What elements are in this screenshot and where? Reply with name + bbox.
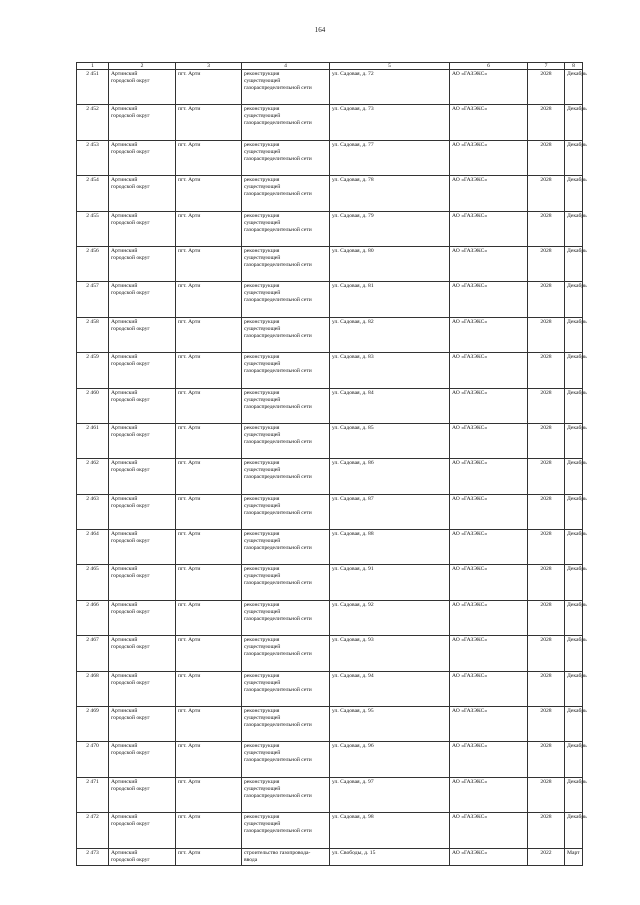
- address-cell: ул. Садовая, д. 79: [330, 211, 450, 246]
- table-row: [77, 813, 583, 848]
- year-cell: 2028: [528, 565, 565, 600]
- month-cell: Декабрь: [565, 742, 583, 777]
- table-row: [77, 176, 583, 211]
- district-cell: Артинский городской округ: [109, 777, 176, 812]
- month-cell: Март: [565, 848, 583, 865]
- organization-cell: АО «ГАЗЭКС»: [450, 282, 528, 317]
- month-cell: Декабрь: [565, 636, 583, 671]
- column-header: 4: [242, 63, 330, 70]
- locality-cell: пгт. Арти: [176, 742, 242, 777]
- table-row: [77, 848, 583, 865]
- district-cell: Артинский городской округ: [109, 600, 176, 635]
- row-number-cell: 2 466: [77, 600, 109, 635]
- address-cell: ул. Садовая, д. 91: [330, 565, 450, 600]
- organization-cell: АО «ГАЗЭКС»: [450, 494, 528, 529]
- row-number-cell: 2 461: [77, 423, 109, 458]
- district-cell: Артинский городской округ: [109, 211, 176, 246]
- work-type-cell: реконструкция существующей газораспределительной сети: [242, 565, 330, 600]
- table-row: [77, 600, 583, 635]
- work-type-cell: реконструкция существующей газораспределительной сети: [242, 246, 330, 281]
- table-row: [77, 353, 583, 388]
- month-cell: Декабрь: [565, 707, 583, 742]
- organization-cell: АО «ГАЗЭКС»: [450, 848, 528, 865]
- column-number-row: [77, 63, 583, 70]
- table-row: [77, 388, 583, 423]
- year-cell: 2022: [528, 848, 565, 865]
- year-cell: 2028: [528, 600, 565, 635]
- district-cell: Артинский городской округ: [109, 423, 176, 458]
- row-number-cell: 2 463: [77, 494, 109, 529]
- table-row: [77, 494, 583, 529]
- district-cell: Артинский городской округ: [109, 671, 176, 706]
- address-cell: ул. Садовая, д. 84: [330, 388, 450, 423]
- organization-cell: АО «ГАЗЭКС»: [450, 246, 528, 281]
- organization-cell: АО «ГАЗЭКС»: [450, 353, 528, 388]
- table-row: [77, 105, 583, 140]
- organization-cell: АО «ГАЗЭКС»: [450, 707, 528, 742]
- address-cell: ул. Садовая, д. 92: [330, 600, 450, 635]
- year-cell: 2028: [528, 176, 565, 211]
- locality-cell: пгт. Арти: [176, 282, 242, 317]
- month-cell: Декабрь: [565, 423, 583, 458]
- locality-cell: пгт. Арти: [176, 671, 242, 706]
- address-cell: ул. Свободы, д. 15: [330, 848, 450, 865]
- organization-cell: АО «ГАЗЭКС»: [450, 813, 528, 848]
- organization-cell: АО «ГАЗЭКС»: [450, 317, 528, 352]
- organization-cell: АО «ГАЗЭКС»: [450, 423, 528, 458]
- month-cell: Декабрь: [565, 388, 583, 423]
- work-type-cell: реконструкция существующей газораспределительной сети: [242, 317, 330, 352]
- column-header: 3: [176, 63, 242, 70]
- month-cell: Декабрь: [565, 565, 583, 600]
- locality-cell: пгт. Арти: [176, 636, 242, 671]
- work-type-cell: реконструкция существующей газораспределительной сети: [242, 707, 330, 742]
- month-cell: Декабрь: [565, 494, 583, 529]
- year-cell: 2028: [528, 530, 565, 565]
- district-cell: Артинский городской округ: [109, 176, 176, 211]
- table-row: [77, 246, 583, 281]
- year-cell: 2028: [528, 494, 565, 529]
- gas-network-table: [76, 62, 587, 866]
- address-cell: ул. Садовая, д. 97: [330, 777, 450, 812]
- month-cell: Декабрь: [565, 459, 583, 494]
- row-number-cell: 2 471: [77, 777, 109, 812]
- district-cell: Артинский городской округ: [109, 636, 176, 671]
- district-cell: Артинский городской округ: [109, 140, 176, 175]
- year-cell: 2028: [528, 211, 565, 246]
- work-type-cell: реконструкция существующей газораспределительной сети: [242, 105, 330, 140]
- year-cell: 2028: [528, 777, 565, 812]
- district-cell: Артинский городской округ: [109, 742, 176, 777]
- address-cell: ул. Садовая, д. 81: [330, 282, 450, 317]
- year-cell: 2028: [528, 140, 565, 175]
- address-cell: ул. Садовая, д. 83: [330, 353, 450, 388]
- row-number-cell: 2 472: [77, 813, 109, 848]
- table-row: [77, 565, 583, 600]
- district-cell: Артинский городской округ: [109, 70, 176, 105]
- row-number-cell: 2 467: [77, 636, 109, 671]
- year-cell: 2028: [528, 388, 565, 423]
- district-cell: Артинский городской округ: [109, 494, 176, 529]
- organization-cell: АО «ГАЗЭКС»: [450, 211, 528, 246]
- address-cell: ул. Садовая, д. 96: [330, 742, 450, 777]
- address-cell: ул. Садовая, д. 86: [330, 459, 450, 494]
- year-cell: 2028: [528, 353, 565, 388]
- year-cell: 2028: [528, 742, 565, 777]
- locality-cell: пгт. Арти: [176, 70, 242, 105]
- month-cell: Декабрь: [565, 140, 583, 175]
- organization-cell: АО «ГАЗЭКС»: [450, 530, 528, 565]
- work-type-cell: реконструкция существующей газораспределительной сети: [242, 600, 330, 635]
- work-type-cell: реконструкция существующей газораспределительной сети: [242, 140, 330, 175]
- district-cell: Артинский городской округ: [109, 246, 176, 281]
- locality-cell: пгт. Арти: [176, 494, 242, 529]
- month-cell: Декабрь: [565, 105, 583, 140]
- row-number-cell: 2 458: [77, 317, 109, 352]
- organization-cell: АО «ГАЗЭКС»: [450, 176, 528, 211]
- year-cell: 2028: [528, 813, 565, 848]
- locality-cell: пгт. Арти: [176, 600, 242, 635]
- row-number-cell: 2 473: [77, 848, 109, 865]
- column-header: 6: [450, 63, 528, 70]
- locality-cell: пгт. Арти: [176, 459, 242, 494]
- organization-cell: АО «ГАЗЭКС»: [450, 140, 528, 175]
- month-cell: Декабрь: [565, 353, 583, 388]
- work-type-cell: реконструкция существующей газораспределительной сети: [242, 282, 330, 317]
- address-cell: ул. Садовая, д. 72: [330, 70, 450, 105]
- organization-cell: АО «ГАЗЭКС»: [450, 600, 528, 635]
- work-type-cell: реконструкция существующей газораспределительной сети: [242, 211, 330, 246]
- address-cell: ул. Садовая, д. 93: [330, 636, 450, 671]
- table-row: [77, 211, 583, 246]
- year-cell: 2028: [528, 105, 565, 140]
- work-type-cell: реконструкция существующей газораспределительной сети: [242, 423, 330, 458]
- table-row: [77, 140, 583, 175]
- address-cell: ул. Садовая, д. 94: [330, 671, 450, 706]
- district-cell: Артинский городской округ: [109, 459, 176, 494]
- district-cell: Артинский городской округ: [109, 707, 176, 742]
- column-header: 7: [528, 63, 565, 70]
- month-cell: Декабрь: [565, 777, 583, 812]
- locality-cell: пгт. Арти: [176, 105, 242, 140]
- year-cell: 2028: [528, 70, 565, 105]
- year-cell: 2028: [528, 246, 565, 281]
- work-type-cell: реконструкция существующей газораспределительной сети: [242, 353, 330, 388]
- work-type-cell: реконструкция существующей газораспределительной сети: [242, 671, 330, 706]
- row-number-cell: 2 470: [77, 742, 109, 777]
- organization-cell: АО «ГАЗЭКС»: [450, 636, 528, 671]
- month-cell: Декабрь: [565, 600, 583, 635]
- month-cell: Декабрь: [565, 246, 583, 281]
- year-cell: 2028: [528, 636, 565, 671]
- year-cell: 2028: [528, 423, 565, 458]
- locality-cell: пгт. Арти: [176, 423, 242, 458]
- address-cell: ул. Садовая, д. 88: [330, 530, 450, 565]
- address-cell: ул. Садовая, д. 80: [330, 246, 450, 281]
- locality-cell: пгт. Арти: [176, 565, 242, 600]
- work-type-cell: реконструкция существующей газораспределительной сети: [242, 494, 330, 529]
- table-row: [77, 742, 583, 777]
- table-row: [77, 317, 583, 352]
- work-type-cell: реконструкция существующей газораспределительной сети: [242, 388, 330, 423]
- address-cell: ул. Садовая, д. 87: [330, 494, 450, 529]
- organization-cell: АО «ГАЗЭКС»: [450, 388, 528, 423]
- locality-cell: пгт. Арти: [176, 176, 242, 211]
- locality-cell: пгт. Арти: [176, 246, 242, 281]
- district-cell: Артинский городской округ: [109, 848, 176, 865]
- row-number-cell: 2 465: [77, 565, 109, 600]
- district-cell: Артинский городской округ: [109, 565, 176, 600]
- table-row: [77, 70, 583, 105]
- column-header: 2: [109, 63, 176, 70]
- locality-cell: пгт. Арти: [176, 211, 242, 246]
- locality-cell: пгт. Арти: [176, 530, 242, 565]
- district-cell: Артинский городской округ: [109, 388, 176, 423]
- organization-cell: АО «ГАЗЭКС»: [450, 565, 528, 600]
- row-number-cell: 2 459: [77, 353, 109, 388]
- work-type-cell: реконструкция существующей газораспределительной сети: [242, 813, 330, 848]
- locality-cell: пгт. Арти: [176, 317, 242, 352]
- row-number-cell: 2 456: [77, 246, 109, 281]
- address-cell: ул. Садовая, д. 78: [330, 176, 450, 211]
- page-number: 164: [314, 26, 326, 34]
- address-cell: ул. Садовая, д. 82: [330, 317, 450, 352]
- month-cell: Декабрь: [565, 530, 583, 565]
- locality-cell: пгт. Арти: [176, 140, 242, 175]
- year-cell: 2028: [528, 459, 565, 494]
- column-header: 5: [330, 63, 450, 70]
- row-number-cell: 2 464: [77, 530, 109, 565]
- locality-cell: пгт. Арти: [176, 388, 242, 423]
- work-type-cell: реконструкция существующей газораспределительной сети: [242, 530, 330, 565]
- organization-cell: АО «ГАЗЭКС»: [450, 777, 528, 812]
- row-number-cell: 2 455: [77, 211, 109, 246]
- locality-cell: пгт. Арти: [176, 813, 242, 848]
- table-row: [77, 777, 583, 812]
- year-cell: 2028: [528, 282, 565, 317]
- month-cell: Декабрь: [565, 211, 583, 246]
- district-cell: Артинский городской округ: [109, 530, 176, 565]
- month-cell: Декабрь: [565, 813, 583, 848]
- row-number-cell: 2 462: [77, 459, 109, 494]
- organization-cell: АО «ГАЗЭКС»: [450, 70, 528, 105]
- table-row: [77, 707, 583, 742]
- row-number-cell: 2 452: [77, 105, 109, 140]
- work-type-cell: реконструкция существующей газораспределительной сети: [242, 636, 330, 671]
- locality-cell: пгт. Арти: [176, 353, 242, 388]
- month-cell: Декабрь: [565, 70, 583, 105]
- table-row: [77, 423, 583, 458]
- row-number-cell: 2 469: [77, 707, 109, 742]
- organization-cell: АО «ГАЗЭКС»: [450, 459, 528, 494]
- district-cell: Артинский городской округ: [109, 317, 176, 352]
- row-number-cell: 2 451: [77, 70, 109, 105]
- locality-cell: пгт. Арти: [176, 848, 242, 865]
- row-number-cell: 2 457: [77, 282, 109, 317]
- work-type-cell: реконструкция существующей газораспределительной сети: [242, 742, 330, 777]
- row-number-cell: 2 453: [77, 140, 109, 175]
- work-type-cell: реконструкция существующей газораспределительной сети: [242, 176, 330, 211]
- year-cell: 2028: [528, 707, 565, 742]
- district-cell: Артинский городской округ: [109, 353, 176, 388]
- row-number-cell: 2 454: [77, 176, 109, 211]
- month-cell: Декабрь: [565, 317, 583, 352]
- column-header: 8: [565, 63, 583, 70]
- locality-cell: пгт. Арти: [176, 777, 242, 812]
- district-cell: Артинский городской округ: [109, 282, 176, 317]
- table-row: [77, 530, 583, 565]
- table-row: [77, 636, 583, 671]
- district-cell: Артинский городской округ: [109, 813, 176, 848]
- work-type-cell: реконструкция существующей газораспределительной сети: [242, 459, 330, 494]
- organization-cell: АО «ГАЗЭКС»: [450, 105, 528, 140]
- month-cell: Декабрь: [565, 176, 583, 211]
- address-cell: ул. Садовая, д. 95: [330, 707, 450, 742]
- work-type-cell: реконструкция существующей газораспределительной сети: [242, 777, 330, 812]
- row-number-cell: 2 468: [77, 671, 109, 706]
- address-cell: ул. Садовая, д. 73: [330, 105, 450, 140]
- table-row: [77, 671, 583, 706]
- address-cell: ул. Садовая, д. 77: [330, 140, 450, 175]
- row-number-cell: 2 460: [77, 388, 109, 423]
- month-cell: Декабрь: [565, 671, 583, 706]
- work-type-cell: строительство газопровода- ввода: [242, 848, 330, 865]
- table-row: [77, 282, 583, 317]
- work-type-cell: реконструкция существующей газораспределительной сети: [242, 70, 330, 105]
- organization-cell: АО «ГАЗЭКС»: [450, 671, 528, 706]
- column-header: 1: [77, 63, 109, 70]
- address-cell: ул. Садовая, д. 85: [330, 423, 450, 458]
- organization-cell: АО «ГАЗЭКС»: [450, 742, 528, 777]
- district-cell: Артинский городской округ: [109, 105, 176, 140]
- month-cell: Декабрь: [565, 282, 583, 317]
- address-cell: ул. Садовая, д. 98: [330, 813, 450, 848]
- year-cell: 2028: [528, 671, 565, 706]
- year-cell: 2028: [528, 317, 565, 352]
- locality-cell: пгт. Арти: [176, 707, 242, 742]
- table-row: [77, 459, 583, 494]
